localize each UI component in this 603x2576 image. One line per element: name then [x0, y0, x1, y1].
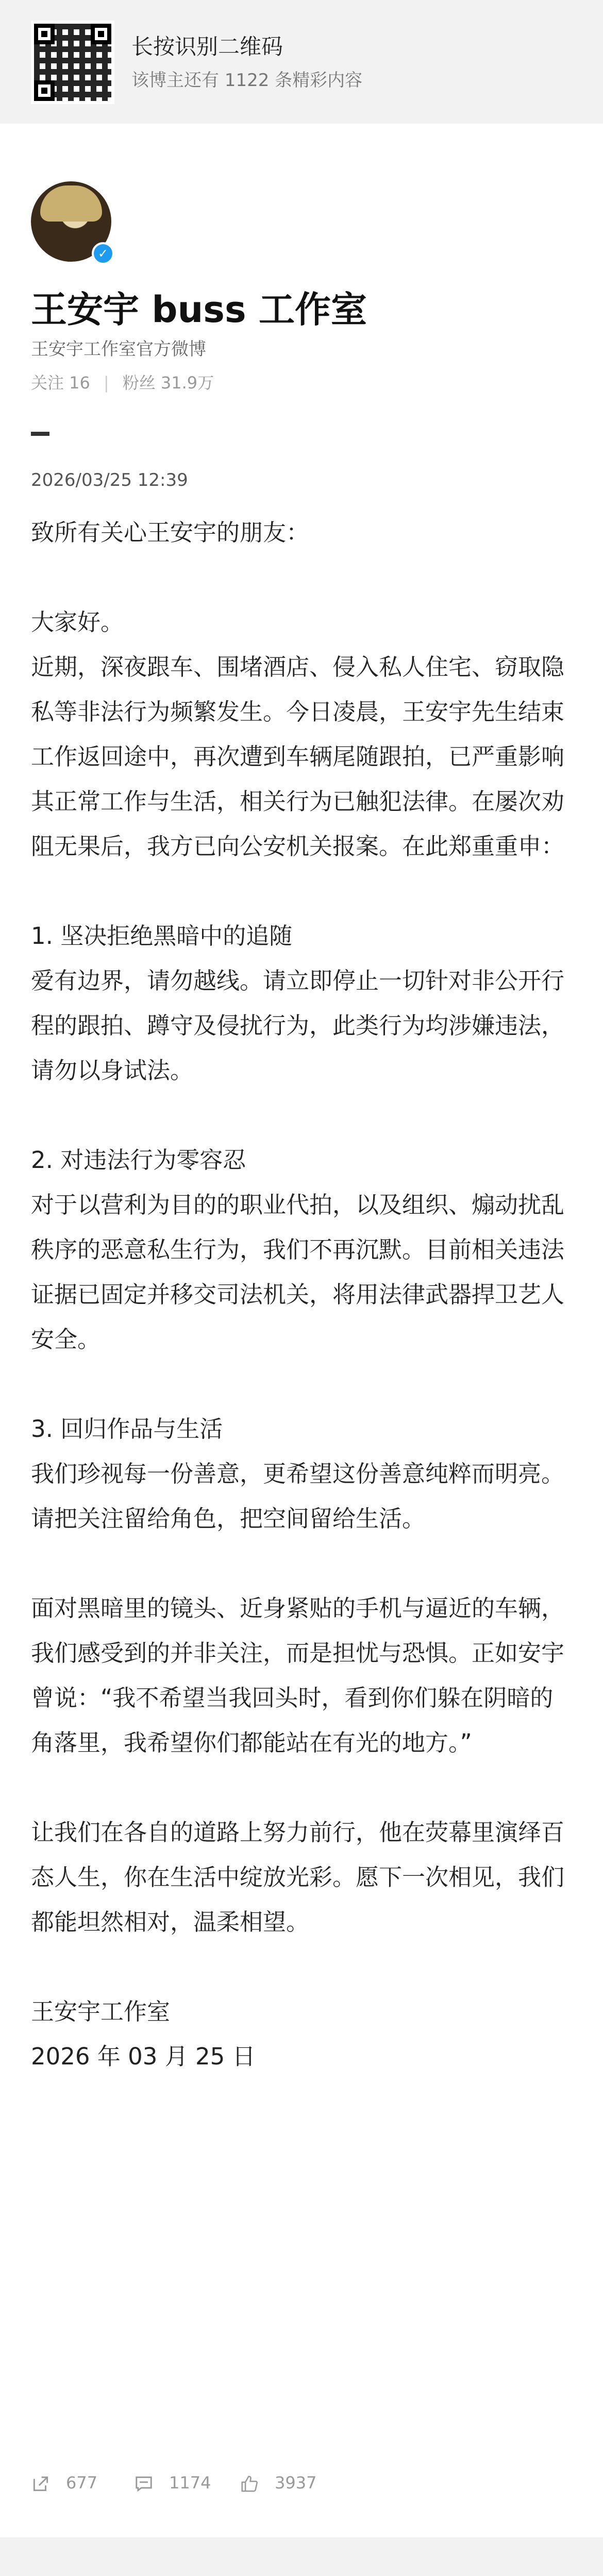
qr-code[interactable]: [31, 21, 114, 104]
follow-count[interactable]: 关注 16: [31, 373, 90, 393]
banner-subtitle: 该博主还有 1122 条精彩内容: [131, 70, 363, 91]
fans-count[interactable]: 粉丝 31.9万: [122, 373, 214, 393]
post-paragraph: 我们珍视每一份善意，更希望这份善意纯粹而明亮。请把关注留给角色，把空间留给生活。: [31, 1460, 565, 1532]
blank-line: [31, 1093, 567, 1138]
post-paragraph: 近期，深夜跟车、围堵酒店、侵入私人住宅、窃取隐私等非法行为频繁发生。今日凌晨，王安宇先生结束工作返回途中，再次遭到车辆尾随跟拍，已严重影响其正常工作与生活，相关行为已触犯法律。在屡次劝阻无果后，我方已向公安机关报案。在此郑重重申：: [31, 653, 565, 860]
post-date: 2026/03/25 12:39: [31, 470, 188, 490]
footer-banner[interactable]: [0, 2537, 603, 2576]
post-paragraph: 王安宇工作室: [31, 1998, 171, 2025]
profile-description: 王安宇工作室官方微博: [31, 339, 206, 360]
blank-line: [31, 1765, 567, 1810]
post-paragraph: 3. 回归作品与生活: [31, 1415, 223, 1443]
profile-stats: [31, 370, 214, 394]
post-content: [31, 510, 567, 2079]
comment-button[interactable]: [134, 2473, 211, 2494]
share-count: 677: [66, 2473, 98, 2493]
divider: [31, 432, 49, 436]
verified-badge-icon: ✓: [92, 242, 114, 265]
post-paragraph: 2026 年 03 月 25 日: [31, 2043, 256, 2070]
comment-icon: [134, 2474, 154, 2494]
blank-line: [31, 555, 567, 600]
blank-line: [31, 1362, 567, 1406]
like-count: 3937: [275, 2473, 317, 2493]
comment-count: 1174: [169, 2473, 211, 2493]
blank-line: [31, 869, 567, 913]
banner-title: 长按识别二维码: [131, 34, 283, 59]
post-paragraph: 让我们在各自的道路上努力前行，他在荧幕里演绎百态人生，你在生活中绽放光彩。愿下一次相见，我们都能坦然相对，温柔相望。: [31, 1819, 565, 1936]
blank-line: [31, 1944, 567, 1989]
stats-separator: |: [103, 373, 109, 393]
blank-line: [31, 1541, 567, 1586]
post-paragraph: 面对黑暗里的镜头、近身紧贴的手机与逼近的车辆，我们感受到的并非关注，而是担忧与恐惧。正如安宇曾说：“我不希望当我回头时，看到你们躲在阴暗的角落里，我希望你们都能站在有光的地方。”: [31, 1595, 565, 1756]
post-paragraph: 1. 坚决拒绝黑暗中的追随: [31, 922, 293, 950]
post-paragraph: 大家好。: [31, 608, 124, 636]
thumbs-up-icon: [240, 2474, 259, 2494]
post-paragraph: 2. 对违法行为零容忍: [31, 1146, 246, 1174]
post-paragraph: 对于以营利为目的的职业代拍，以及组织、煽动扰乱秩序的恶意私生行为，我们不再沉默。目前相关违法证据已固定并移交司法机关，将用法律武器捍卫艺人安全。: [31, 1191, 565, 1353]
qr-banner[interactable]: [0, 0, 603, 124]
share-button[interactable]: [31, 2473, 97, 2494]
post-paragraph: 致所有关心王安宇的朋友：: [31, 519, 310, 546]
share-icon: [31, 2474, 51, 2494]
profile-name[interactable]: 王安宇 buss 工作室: [31, 289, 367, 331]
post-paragraph: 爱有边界，请勿越线。请立即停止一切针对非公开行程的跟拍、蹲守及侵扰行为，此类行为均涉嫌违法，请勿以身试法。: [31, 967, 565, 1084]
like-button[interactable]: [240, 2473, 316, 2494]
